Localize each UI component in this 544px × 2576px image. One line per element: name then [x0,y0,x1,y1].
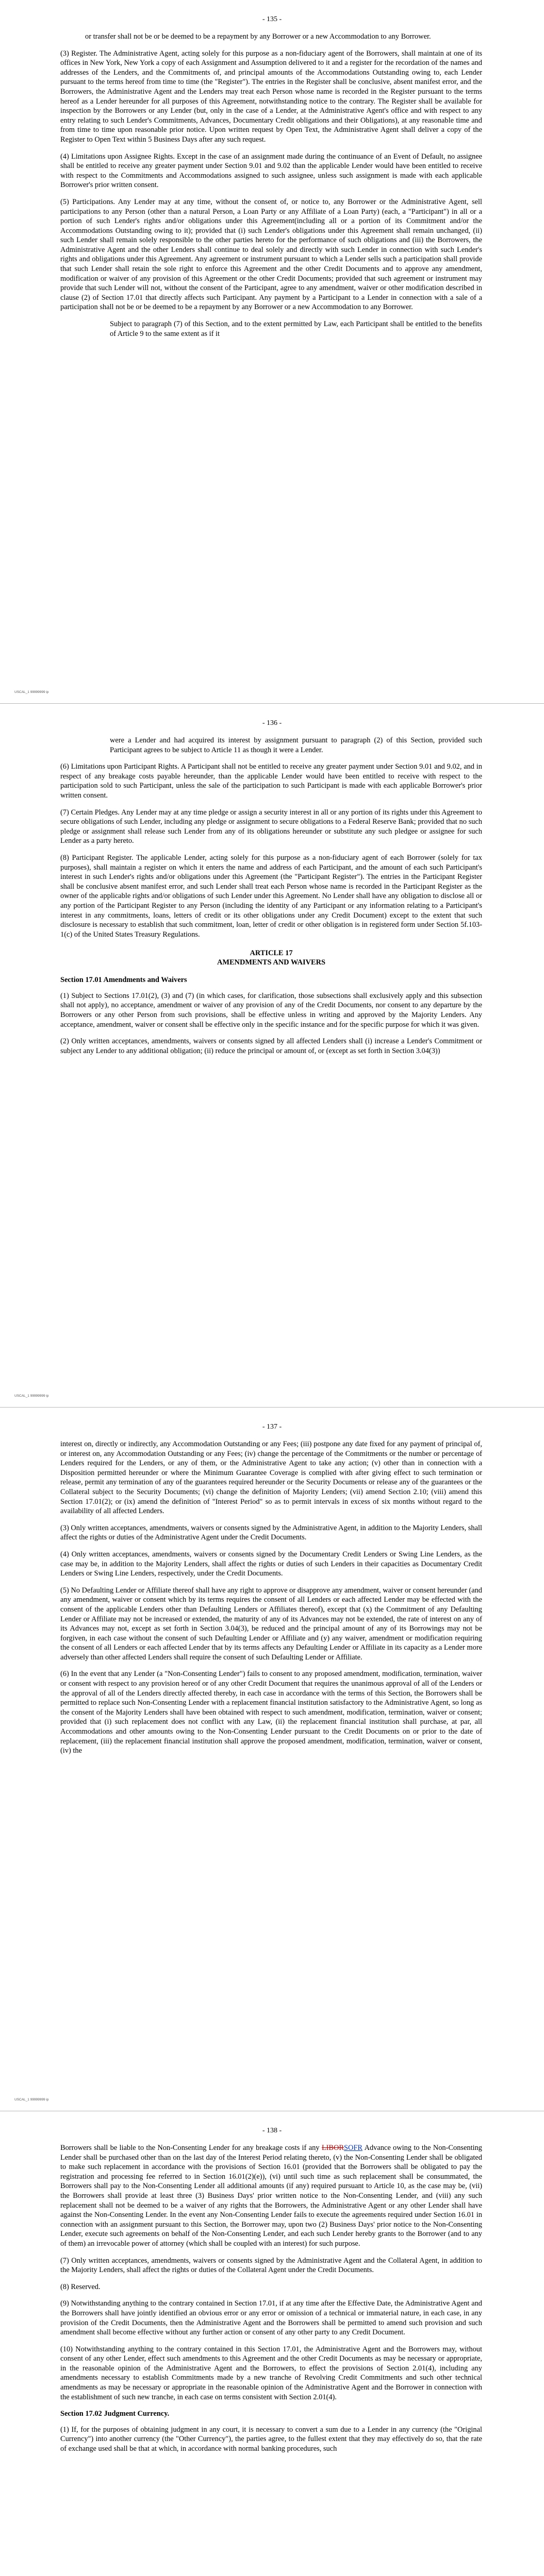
paragraph-17-01-8: (8) Reserved. [60,2282,101,2291]
paragraph: or transfer shall not be or be deemed to be a repayment by any Borrower or a new Accommodation to any Borrower. [85,32,431,41]
paragraph-participant-register: (8) Participant Register. The applicable Lender, acting solely for this purpose as a non-fiduciary agent of each Borrower (solely for tax purposes), shall maintain a register on which it enters the name and address of each Participant, and the amount of each such Participant's interest in such Lender's rights and/or obligations under this Agreement (the "Participant Register"). The entries in the Participant Register shall be conclusive absent manifest error, and such Lender shall treat each Person whose name is recorded in the Participant Register as the owner of the applicable rights and/or obligations of such Lender under this Agreement. No Lender shall have any obligation to disclose all or any portion of the Participant Register to any Person (including the identity of any Participant or any information relating to a Participant's interest in any commitments, loans, letters of credit or its other obligations under any Credit Document) except to the extent that such disclosure is necessary to establish that such commitment, loan, letter of credit or other obligation is in registered form under Section 5f.103-1(c) of the United States Treasury Regulations. [60,853,482,939]
paragraph-17-01-9: (9) Notwithstanding anything to the contrary contained in Section 17.01, if at any time after the Effective Date, the Administrative Agent and the Borrowers shall have jointly identified an obvious error or any error or omission of a technical or immaterial nature, in each case, in any provision of the Credit Documents, then the Administrative Agent and the Borrowers shall be permitted to amend such provision and such amendment shall become effective without any further action or consent of any other party to any Credit Document. [60,2299,482,2337]
article-title: AMENDMENTS AND WAIVERS [217,958,326,967]
text-run: Borrowers shall be liable to the Non-Consenting Lender for any breakage costs if any [60,2144,322,2152]
paragraph-17-01-3: (3) Only written acceptances, amendments, waivers or consents signed by the Administrative Agent, in addition to the Majority Lenders, shall affect the rights or duties of the Administrative Agent under the Credit Documents. [60,1523,482,1542]
paragraph-limitations-participant: (6) Limitations upon Participant Rights. A Participant shall not be entitled to receive any greater payment under Section 9.01 and 9.02, and in respect of any breakage costs payable hereunder, than the applicable Lender would have been entitled to receive with respect to the participation sold to such Participant, unless the sale of the participation to such Participant is made with each applicable Borrower's prior written consent. [60,762,482,800]
inserted-text: SOFR [344,2144,363,2152]
paragraph: were a Lender and had acquired its interest by assignment pursuant to paragraph (2) of this Section, provided such Participant agrees to be subject to Article 11 as though it were a Lender. [110,736,482,754]
paragraph-17-01-4: (4) Only written acceptances, amendments, waivers or consents signed by the Documentary Credit Lenders or Swing Line Lenders, as the case may be, in addition to the Majority Lenders, shall affect the rights or duties of such Lenders in their capacities as Documentary Credit Lenders or Swing Line Lenders, respectively, under the Credit Documents. [60,1550,482,1578]
paragraph-17-01-2: (2) Only written acceptances, amendments, waivers or consents signed by all affected Lenders shall (i) increase a Lender's Commitment or subject any Lender to any additional obligation; (ii) reduce the principal or amount of, or (except as set forth in Section 3.04(3)) [60,1037,482,1055]
page-content [60,32,482,346]
section-title: Section 17.02 Judgment Currency. [60,2410,170,2418]
page-number: - 137 - [262,1423,282,1431]
paragraph-limitations-assignee: (4) Limitations upon Assignee Rights. Except in the case of an assignment made during the continuance of an Event of Default, no assignee shall be entitled to receive any greater payment under Section 9.01 and 9.02 than the applicable Lender would have been entitled to receive with respect to the Commitments and Accommodations assigned to such assignee, unless such assignment is made with each applicable Borrower's prior written consent. [60,152,482,190]
page-137 [0,1408,544,2111]
deleted-text: LIBOR [321,2144,344,2152]
paragraph-register: (3) Register. The Administrative Agent, acting solely for this purpose as a non-fiduciary agent of the Borrowers, shall maintain at one of its offices in New York, New York a copy of each Assignment and Assumption delivered to it and a register for the recordation of the names and addresses of the Lenders, and the Commitments of, and principal amounts of the Accommodations Outstanding owing to, each Lender pursuant to the terms hereof from time to time (the "Register"). The entries in the Register shall be conclusive, absent manifest error, and the Borrowers, the Administrative Agent and the Lenders may treat each Person whose name is recorded in the Register pursuant to the terms hereof as a Lender hereunder for all purposes of this Agreement, notwithstanding notice to the contrary. The Register shall be available for inspection by the Borrowers or any Lender (but, only in the case of a Lender, at the Administrative Agent's office and with respect to any entry relating to such Lender's Commitments, Advances, Documentary Credit obligations and their Obligations), at any reasonable time and from time to time upon reasonable prior notice. Upon written request by Open Text, the Administrative Agent shall deliver a copy of the Register to Open Text within 5 Business Days after any such request. [60,49,482,144]
paragraph-17-01-1: (1) Subject to Sections 17.01(2), (3) and (7) (in which cases, for clarification, those subsections shall exclusively apply and this subsection shall not apply), no acceptance, amendment or waiver of any provision of any of the Credit Documents, nor consent to any departure by the Borrowers or any other Person from such provisions, shall be effective unless in writing and approved by the Majority Lenders. Any acceptance, amendment, waiver or consent shall be effective only in the specific instance and for the specific purpose for which it was given. [60,991,482,1029]
paragraph-17-02-1: (1) If, for the purposes of obtaining judgment in any court, it is necessary to convert a sum due to a Lender in any currency (the "Original Currency") into another currency (the "Other Currency"), the parties agree, to the fullest extent that they may effectively do so, that the rate of exchange used shall be that at which, in accordance with normal banking procedures, such [60,2425,482,2453]
footer-code: USCAL_1 99999999 ip [14,2098,49,2102]
page-number: - 135 - [262,15,282,23]
section-title: Section 17.01 Amendments and Waivers [60,976,187,985]
page-content [60,1439,482,1763]
page-number: - 138 - [262,2127,282,2134]
page-138 [0,2111,544,2576]
page-136 [0,704,544,1407]
page-135 [0,0,544,703]
text-run: Advance owing to the Non-Consenting Lender shall be purchased other than on the last day of the Interest Period relating thereto, (v) the Non-Consenting Lender shall be obligated to make such replacement in accordance with the provisions of Section 16.01 (provided that the Borrowers shall be obligated to pay the registration and processing fee referred to in Section 16.01(2)(e)), (vi) until such time as such replacement shall be consummated, the Borrowers shall pay to the Non-Consenting Lender all additional amounts (if any) required pursuant to Article 10, as the case may be, (vii) the Borrowers shall provide at least three (3) Business Days' prior written notice to the Non-Consenting Lender, and (viii) any such replacement shall not be deemed to be a waiver of any rights that the Borrowers, the Administrative Agent or any other Lender shall have against the Non-Consenting Lender. In the event any Non-Consenting Lender fails to execute the agreements required under Section 16.01 in connection with an assignment pursuant to this Section, the Borrower may, upon two (2) Business Days' prior notice to the Non-Consenting Lender, execute such agreements on behalf of the Non-Consenting Lender, and each such Lender hereby grants to the Borrower (and to any of them) an irrevocable power of attorney (which shall be coupled with an interest) for such purpose. [60,2144,482,2248]
paragraph-17-01-7: (7) Only written acceptances, amendments, waivers or consents signed by the Administrative Agent and the Collateral Agent, in addition to the Majority Lenders, shall affect the rights or duties of the Collateral Agent under the Credit Documents. [60,2256,482,2275]
paragraph: interest on, directly or indirectly, any Accommodation Outstanding or any Fees; (iii) postpone any date fixed for any payment of principal of, or interest on, any Accommodation Outstanding or any Fees; (iv) change the percentage of the Commitments or the number or percentage of Lenders required for the Lenders, or any of them, or the Administrative Agent to take any action; (v) other than in connection with a Disposition permitted hereunder or where the Minimum Guarantee Coverage is complied with after giving effect to such termination or release, permit any termination of any of the guarantees required hereunder or the Security Documents or release any of the guarantees or the Collateral subject to the Security Documents; (vi) change the definition of Majority Lenders; (vii) amend Section 2.10; (viii) amend this Section 17.01(2); or (ix) amend the definition of "Interest Period" so as to permit intervals in excess of six months without regard to the availability of all affected Lenders. [60,1440,482,1516]
paragraph-17-01-10: (10) Notwithstanding anything to the contrary contained in this Section 17.01, the Administrative Agent and the Borrowers may, without consent of any other Lender, effect such amendments to this Agreement and the other Credit Documents as may be necessary or appropriate, in the reasonable opinion of the Administrative Agent and the Borrowers, to effect the provisions of Section 2.01(4), including any amendments necessary to establish Commitments made by a new tranche of Revolving Credit Commitments and such other technical amendments as may be necessary or appropriate in the reasonable opinion of the Administrative Agent and the Borrower in connection with the establishment of such new tranche, in each case on terms consistent with Section 2.01(4). [60,2345,482,2401]
paragraph-17-01-6: (6) In the event that any Lender (a "Non-Consenting Lender") fails to consent to any proposed amendment, modification, termination, waiver or consent with respect to any provision hereof or of any other Credit Document that requires the unanimous approval of all of the Lenders or the approval of all of the Lenders directly affected thereby, in each case in accordance with the terms of this Section, the Borrowers shall be permitted to replace such Non-Consenting Lender with a replacement financial institution satisfactory to the Administrative Agent, so long as the consent of the Majority Lenders shall have been obtained with respect to such amendment, modification, termination, waiver or consent; provided that (i) such replacement does not conflict with any Law, (ii) the replacement financial institution shall purchase, at par, all Accommodations and other amounts owing to the Non-Consenting Lender pursuant to the Credit Documents on or prior to the date of replacement, (iii) the replacement financial institution shall approve the proposed amendment, modification, termination, waiver or consent, (iv) the [60,1670,482,1755]
page-content [60,2143,482,2461]
footer-code: USCAL_1 99999999 ip [14,1394,49,1398]
paragraph-participations: (5) Participations. Any Lender may at any time, without the consent of, or notice to, any Borrower or the Administrative Agent, sell participations to any Person (other than a natural Person, a Loan Party or any Affiliate of a Loan Party) (each, a "Participant") in all or a portion of such Lender's rights and/or obligations under this Agreement(including all or a portion of its Commitment and/or the Accommodations Outstanding owing to it); provided that (i) such Lender's obligations under this Agreement shall remain unchanged, (ii) such Lender shall remain solely responsible to the other parties hereto for the performance of such obligations and (iii) the Borrowers, the Administrative Agent and the other Lenders shall continue to deal solely and directly with such Lender in connection with such Lender's rights and obligations under this Agreement. Any agreement or instrument pursuant to which a Lender sells such a participation shall provide that such Lender shall retain the sole right to enforce this Agreement and the other Credit Documents and to approve any amendment, modification or waiver of any provision of this Agreement or the other Credit Documents; provided that such agreement or instrument may provide that such Lender will not, without the consent of the Participant, agree to any amendment, waiver or other modification described in clause (2) of Section 17.01 that directly affects such Participant. Any payment by a Participant to a Lender in connection with a sale of a participation shall not be or be deemed to be a repayment by any Borrower or a new Accommodation to any Borrower. [60,197,482,312]
paragraph-certain-pledges: (7) Certain Pledges. Any Lender may at any time pledge or assign a security interest in all or any portion of its rights under this Agreement to secure obligations of such Lender, including any pledge or assignment to secure obligations to a Federal Reserve Bank; provided that no such pledge or assignment shall release such Lender from any of its obligations hereunder or substitute any such pledgee or assignee for such Lender as a party hereto. [60,808,482,845]
paragraph-breakage-costs [60,2143,482,2249]
article-number: ARTICLE 17 [250,949,293,958]
footer-code: USCAL_1 99999999 ip [14,690,49,694]
page-number: - 136 - [262,719,282,727]
paragraph-subject-to: Subject to paragraph (7) of this Section, and to the extent permitted by Law, each Participant shall be entitled to the benefits of Article 9 to the same extent as if it [110,320,482,338]
paragraph-17-01-5: (5) No Defaulting Lender or Affiliate thereof shall have any right to approve or disapprove any amendment, waiver or consent hereunder (and any amendment, waiver or consent which by its terms requires the consent of all Lenders or each affected Lender may be effected with the consent of the applicable Lenders other than Defaulting Lenders or Affiliates thereof), except that (x) the Commitment of any Defaulting Lender or Affiliate may not be increased or extended, the maturity of any of its Advances may not be extended, the rate of interest on any of its Advances may not, except as set forth in Section 3.04(3), be reduced and the principal amount of any of its Borrowings may not be forgiven, in each case without the consent of such Defaulting Lender or Affiliate and (y) any waiver, amendment or modification requiring the consent of all Lenders or each affected Lender that by its terms affects any Defaulting Lender or Affiliate in its capacity as a Lender more adversely than other affected Lenders shall require the consent of such Defaulting Lender or Affiliate. [60,1586,482,1662]
page-content [60,736,482,1063]
